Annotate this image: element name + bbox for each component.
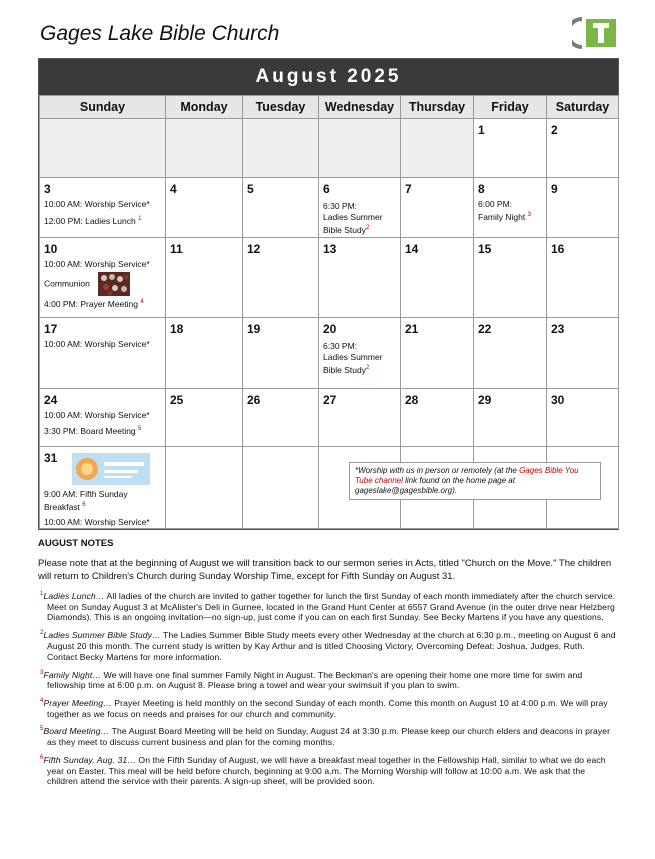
day-number: 7	[405, 182, 412, 196]
day-cell	[319, 178, 401, 238]
footnote: $^6$Fifth Sunday, Aug. 31… On the Fifth Sunday of August, we will have a breakfast meal together in the Fellowship Hall, similar to what we do each year on Easter. This meal will be held before church, beginning at 9:00 a.m. The Morning Worship will follow at 10:00 a.m. We ask that the children attend the service with their parents. A sign-up sheet, will be provided soon.	[40, 754, 606, 787]
event-ladies-study: Ladies Summer	[323, 212, 383, 222]
week-row	[40, 178, 619, 238]
day-number: 12	[247, 242, 261, 256]
church-logo	[572, 17, 618, 49]
day-cell	[547, 119, 619, 178]
empty-day-cell	[166, 119, 243, 178]
day-number: 25	[170, 393, 184, 407]
day-cell	[243, 238, 319, 318]
day-number: 14	[405, 242, 419, 256]
youtube-link[interactable]: Gages Bible You Tube channel	[355, 466, 579, 485]
event-worship: 10:00 AM: Worship Service*	[44, 259, 150, 269]
weekday-header-row	[40, 96, 619, 119]
day-cell	[474, 178, 547, 238]
day-cell	[243, 389, 319, 447]
day-cell	[40, 389, 166, 447]
event-time: 6:30 PM:	[323, 341, 358, 351]
week-row	[40, 389, 619, 447]
event-ladies-lunch: 12:00 PM: Ladies Lunch $^1$	[44, 215, 142, 226]
day-cell	[474, 389, 547, 447]
day-number: 2	[551, 123, 558, 137]
day-number: 8	[478, 182, 485, 196]
empty-day-cell	[319, 119, 401, 178]
day-number: 1	[478, 123, 485, 137]
weekday-header: Tuesday	[243, 96, 319, 119]
weekday-header: Monday	[166, 96, 243, 119]
day-number: 13	[323, 242, 337, 256]
day-number: 26	[247, 393, 261, 407]
week-row	[40, 238, 619, 318]
day-cell	[319, 238, 401, 318]
event-communion: Communion	[44, 272, 165, 296]
weekday-header: Friday	[474, 96, 547, 119]
day-number: 17	[44, 322, 58, 336]
notes-heading: AUGUST NOTES	[38, 538, 114, 549]
month-title: August 2025	[39, 59, 618, 95]
day-number: 18	[170, 322, 184, 336]
day-cell	[40, 318, 166, 389]
calendar	[38, 58, 619, 530]
event-time: 6:00 PM:	[478, 199, 513, 209]
day-cell	[401, 389, 474, 447]
day-number: 24	[44, 393, 58, 407]
day-cell	[319, 389, 401, 447]
day-number: 19	[247, 322, 261, 336]
weekday-header: Wednesday	[319, 96, 401, 119]
day-cell	[474, 238, 547, 318]
communion-image	[98, 272, 130, 296]
august-notes	[38, 538, 616, 792]
day-cell	[243, 318, 319, 389]
day-cell	[166, 447, 243, 529]
event-family-night: Family Night $^3$	[478, 211, 531, 222]
day-number: 9	[551, 182, 558, 196]
event-worship: 10:00 AM: Worship Service*	[44, 410, 150, 420]
weekday-header: Thursday	[401, 96, 474, 119]
day-cell	[547, 238, 619, 318]
day-number: 10	[44, 242, 58, 256]
week-row	[40, 119, 619, 178]
day-cell	[401, 238, 474, 318]
day-number: 20	[323, 322, 337, 336]
day-number: 30	[551, 393, 565, 407]
day-cell	[166, 318, 243, 389]
event-ladies-study: Ladies Summer	[323, 352, 383, 362]
footnote: $^2$Ladies Summer Bible Study… The Ladies Summer Bible Study meets every other Wednesday at the church at 6:30 p.m., meeting on August 6 and August 20 this month. The current study is written by Kay Arthur and is titled Choosing Victory, Overcoming Defeat: Joshua, Judges, Ruth. Contact Becky Martens for more information.	[40, 630, 616, 662]
day-number: 3	[44, 182, 51, 196]
day-cell	[166, 178, 243, 238]
event-fifth-sunday: 9:00 AM: Fifth Sunday	[44, 489, 128, 499]
day-cell	[243, 447, 319, 529]
event-worship: 10:00 AM: Worship Service*	[44, 516, 150, 527]
event-worship: 10:00 AM: Worship Service*	[44, 339, 150, 349]
day-cell	[166, 389, 243, 447]
footnote: $^3$Family Night… We will have one final summer Family Night in August. The Beckman's are opening their home one more time for swim and fellowship time at 6:00 p.m. on August 8. Please bring a towel and wear your swimsuit if you plan to swim.	[40, 669, 583, 691]
day-number: 29	[478, 393, 492, 407]
day-number: 23	[551, 322, 565, 336]
day-cell	[547, 389, 619, 447]
day-number: 21	[405, 322, 419, 336]
breakfast-image	[72, 453, 150, 485]
worship-note: *Worship with us in person or remotely (at the Gages Bible You Tube channel link found on the home page at gageslake@gagesbible.org).	[349, 462, 601, 500]
day-cell	[40, 178, 166, 238]
weekday-header: Saturday	[547, 96, 619, 119]
day-cell	[166, 238, 243, 318]
weekday-header: Sunday	[40, 96, 166, 119]
day-cell	[319, 318, 401, 389]
day-number: 16	[551, 242, 565, 256]
event-fifth-sunday: Breakfast $^6$	[44, 501, 86, 512]
event-board-meeting: 3:30 PM: Board Meeting $^5$	[44, 425, 142, 436]
day-number: 22	[478, 322, 492, 336]
event-worship: 10:00 AM: Worship Service*	[44, 199, 150, 209]
empty-day-cell	[401, 119, 474, 178]
church-title: Gages Lake Bible Church	[40, 22, 280, 45]
day-number: 11	[170, 242, 183, 256]
footnote: $^5$Board Meeting… The August Board Meeting will be held on Sunday, August 24 at 3:30 p.m. Please keep our church elders and deacons in prayer as they meet to discuss current business and plan for the coming months.	[40, 726, 611, 748]
footnote: $^4$Prayer Meeting… Prayer Meeting is held monthly on the second Sunday of each month. Come this month on August 10 at 4:00 p.m. We will pray together as we focus on needs and praises for our church and community.	[40, 697, 608, 719]
event-ladies-study: Bible Study$^2$	[323, 364, 370, 375]
notes-intro: Please note that at the beginning of August we will transition back to our sermon series in Acts, titled "Church on the Move." The children will return to Children's Church during Sunday Worship Time, except for Fifth Sunday on August 31.	[38, 558, 612, 582]
event-ladies-study: Bible Study$^2$	[323, 224, 370, 235]
day-cell	[474, 119, 547, 178]
day-cell	[401, 318, 474, 389]
day-number: 27	[323, 393, 337, 407]
day-cell	[40, 238, 166, 318]
day-number: 4	[170, 182, 177, 196]
day-number: 31	[44, 451, 58, 465]
event-prayer-meeting: 4:00 PM: Prayer Meeting $^4$	[44, 298, 144, 309]
day-cell	[401, 178, 474, 238]
day-number: 5	[247, 182, 254, 196]
week-row	[40, 318, 619, 389]
day-number: 15	[478, 242, 492, 256]
footnote: $^1$Ladies Lunch… All ladies of the church are invited to gather together for lunch the first Sunday of each month immediately after the church service. Meet on Sunday August 3 at McAlister's Deli in Gurnee, located in the Grand Hunt Center at 6557 Grand Avenue (in the outer drive near Helzberg Diamonds). This is an ongoing invitation—no sign-up, just come if you can on each first Sunday. See Becky Martens if you have any questions.	[40, 590, 616, 623]
day-cell	[547, 178, 619, 238]
day-number: 28	[405, 393, 419, 407]
day-number: 6	[323, 182, 330, 196]
day-cell	[547, 318, 619, 389]
empty-day-cell	[243, 119, 319, 178]
event-time: 6:30 PM:	[323, 201, 358, 211]
day-cell	[474, 318, 547, 389]
empty-day-cell	[40, 119, 166, 178]
day-cell	[243, 178, 319, 238]
day-cell	[40, 447, 166, 529]
